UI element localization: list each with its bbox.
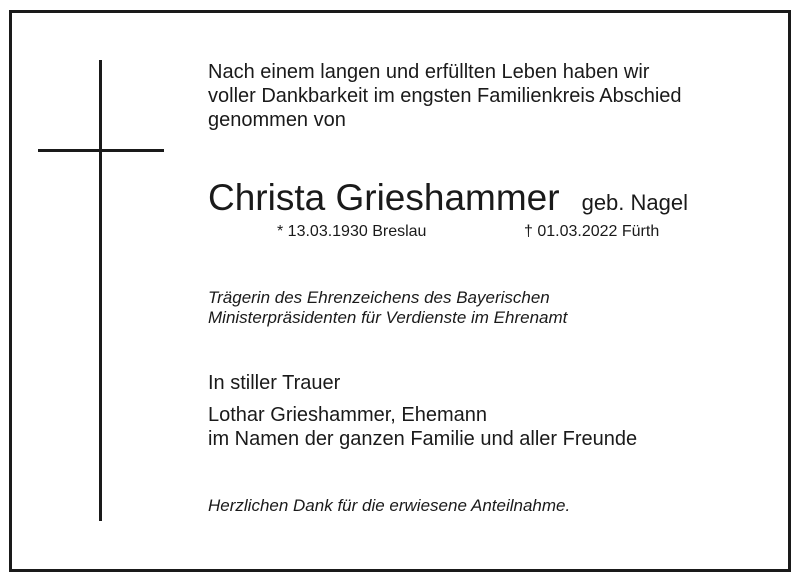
thanks-text: Herzlichen Dank für die erwiesene Anteilnahme. <box>208 496 571 515</box>
deceased-name: Christa Grieshammer <box>208 177 560 218</box>
intro-text <box>208 60 768 132</box>
signer-line: im Namen der ganzen Familie und aller Freunde <box>208 428 638 450</box>
birth-name: geb. Nagel <box>581 190 688 215</box>
signers-text <box>208 403 637 451</box>
intro-line: voller Dankbarkeit im engsten Familienkreis Abschied <box>208 85 682 107</box>
cross-vertical-bar <box>99 60 102 521</box>
intro-line: genommen von <box>208 109 346 131</box>
birth-date: * 13.03.1930 Breslau <box>277 223 427 240</box>
intro-line: Nach einem langen und erfüllten Leben haben wir <box>208 61 650 83</box>
mourning-text: In stiller Trauer <box>208 372 341 394</box>
honor-line: Trägerin des Ehrenzeichens des Bayerischen <box>208 288 550 307</box>
deceased-name-line <box>208 176 688 220</box>
honor-line: Ministerpräsidenten für Verdienste im Ehrenamt <box>208 308 568 327</box>
honor-text <box>208 288 567 328</box>
cross-horizontal-bar <box>38 149 164 152</box>
signer-line: Lothar Grieshammer, Ehemann <box>208 404 488 426</box>
death-date: † 01.03.2022 Fürth <box>524 223 660 240</box>
